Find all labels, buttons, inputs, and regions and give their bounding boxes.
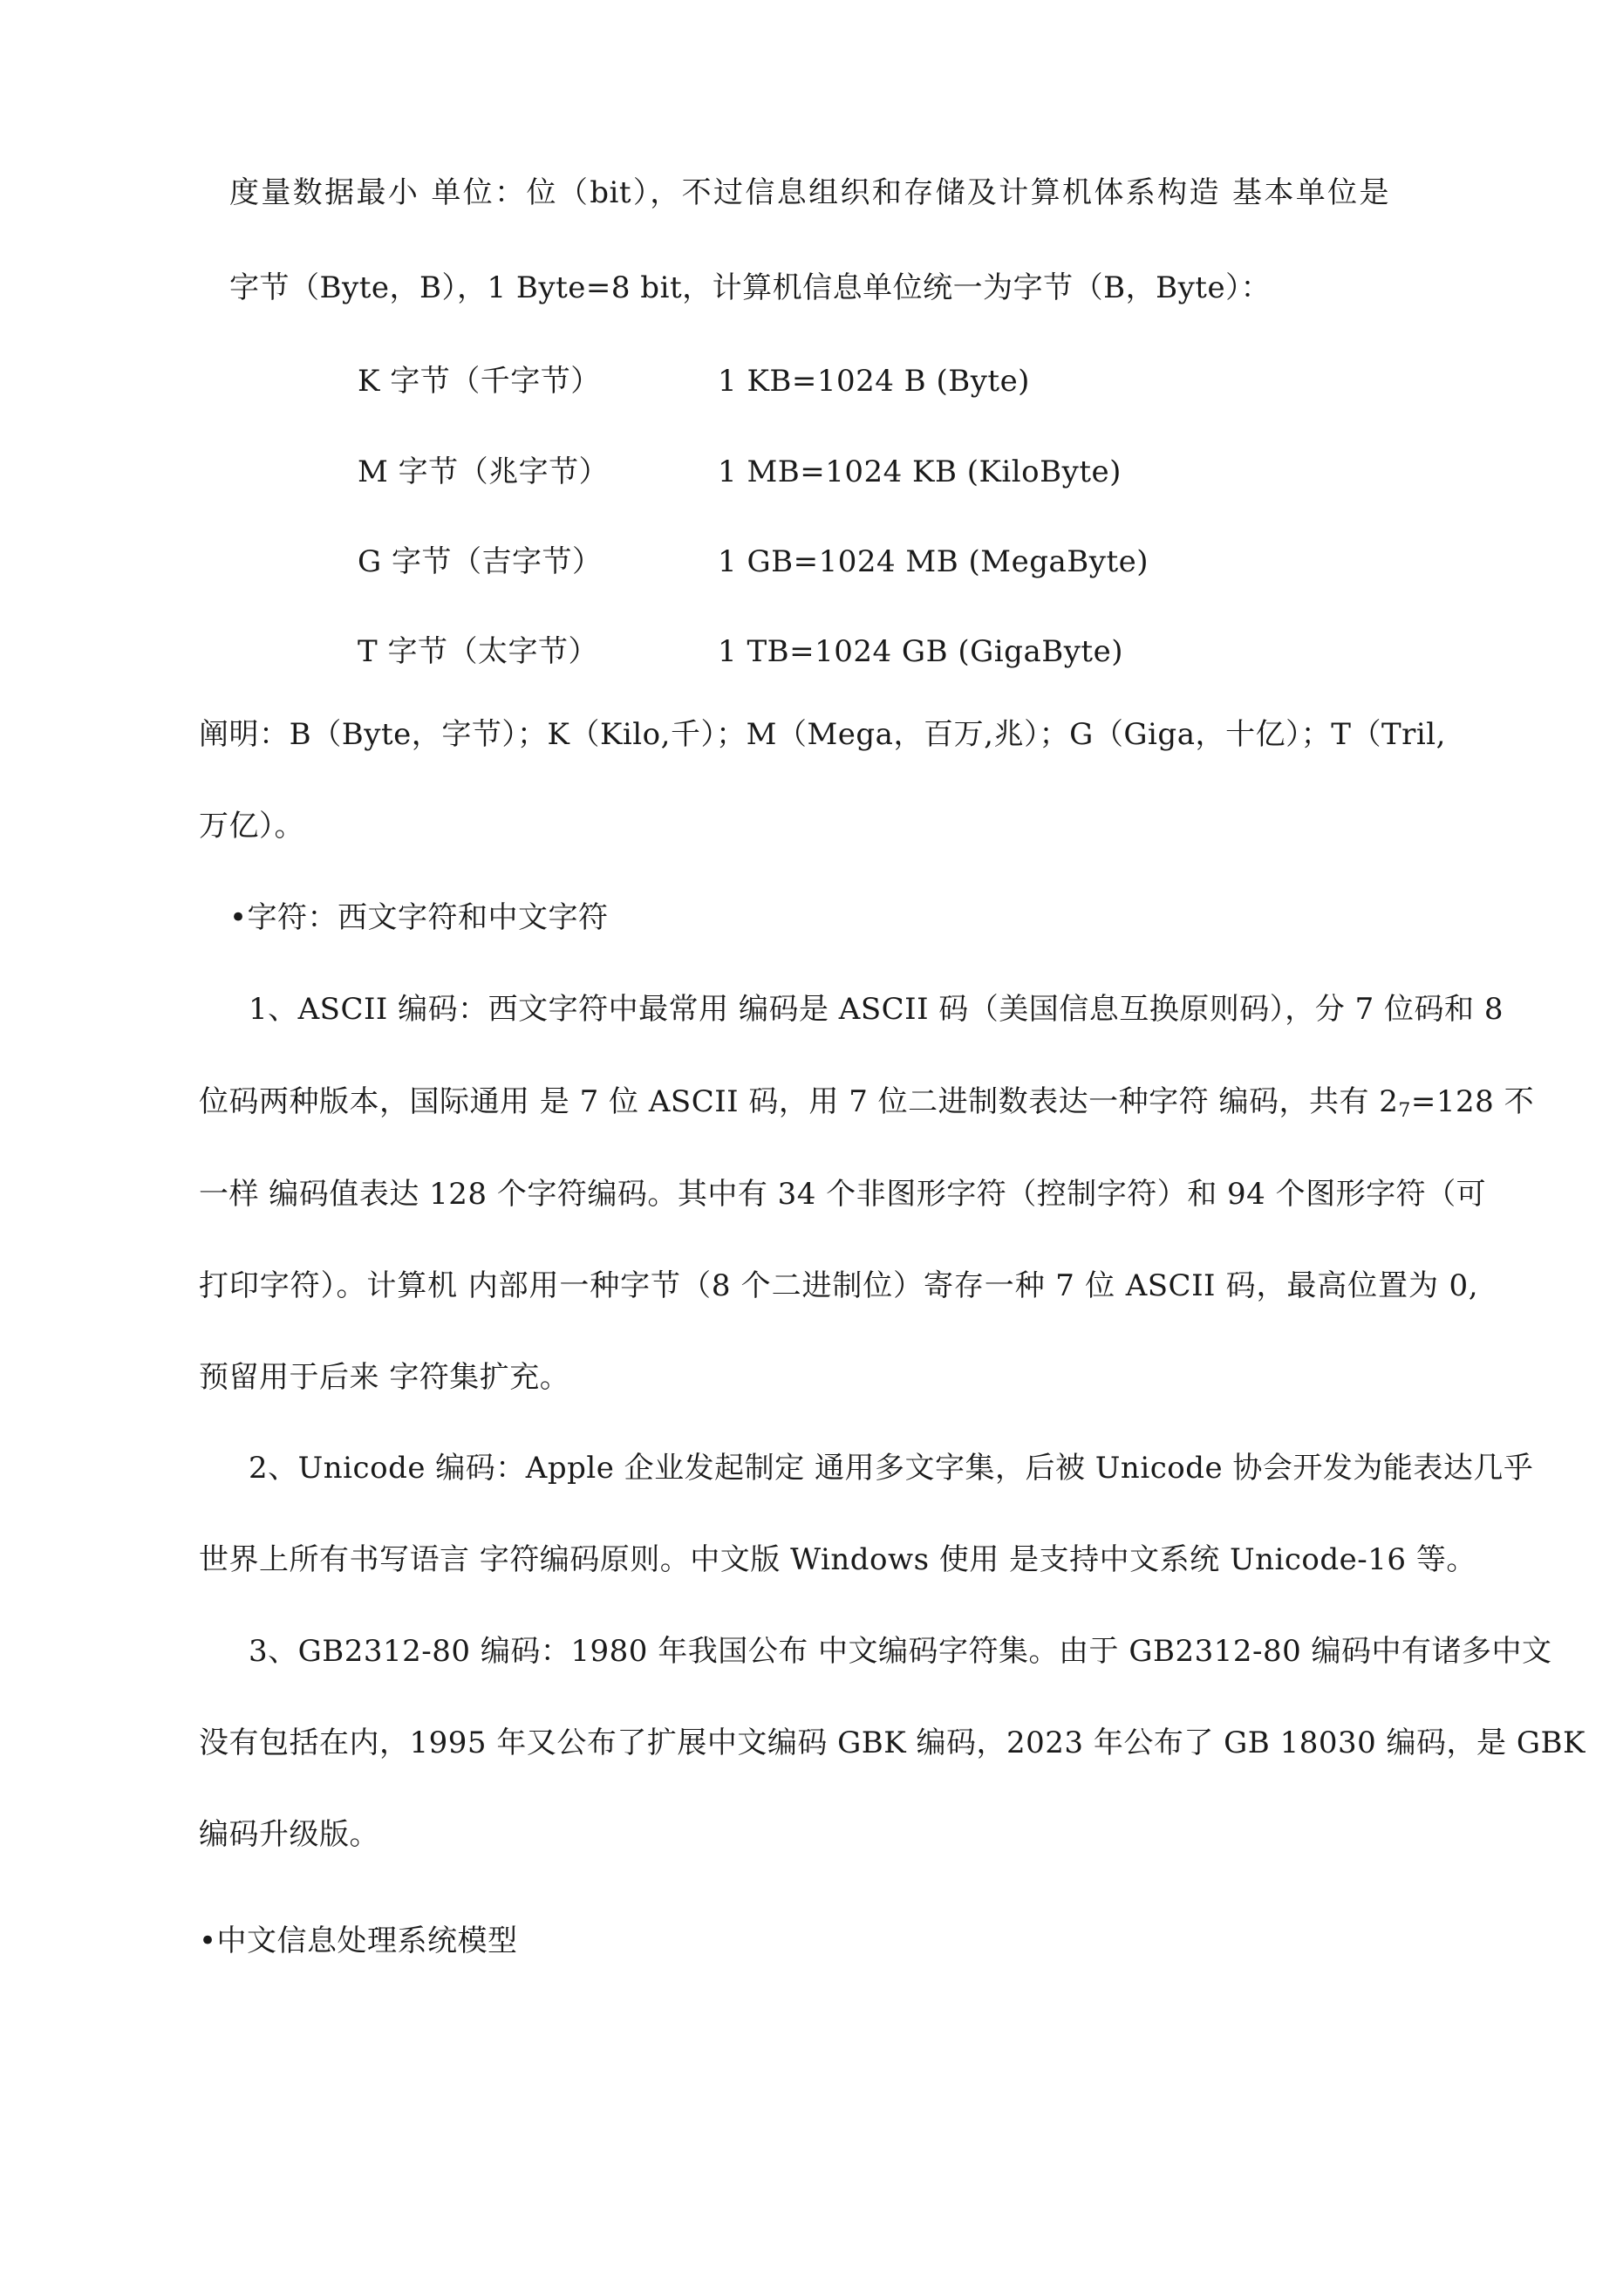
ascii-line-2-pre: 位码两种版本，国际通用 是 7 位 ASCII 码，用 7 位二进制数表达一种字符 编码，共有 2 [199,1084,1399,1119]
ascii-line-4: 打印字符）。计算机 内部用一种字节（8 个二进制位）寄存一种 7 位 ASCII 码，最高位置为 0, [199,1268,1478,1303]
unit-value-t: 1 TB=1024 GB (GigaByte) [718,634,1123,669]
gb-line-1: 3、GB2312-80 编码：1980 年我国公布 中文编码字符集。由于 GB2312-80 编码中有诸多中文 [249,1634,1552,1669]
ascii-line-3: 一样 编码值表达 128 个字符编码。其中有 34 个非图形字符（控制字符）和 94 个图形字符（可 [199,1177,1487,1212]
unicode-line-2: 世界上所有书写语言 字符编码原则。中文版 Windows 使用 是支持中文系统 Unicode-16 等。 [199,1542,1476,1577]
section-heading-chinese-model: •中文信息处理系统模型 [199,1924,518,1958]
unit-value-g: 1 GB=1024 MB (MegaByte) [718,544,1149,579]
ascii-line-5: 预留用于后来 字符集扩充。 [199,1360,570,1395]
gb-line-2: 没有包括在内，1995 年又公布了扩展中文编码 GBK 编码，2023 年公布了 GB 18030 编码，是 GBK [199,1725,1585,1760]
unit-value-k: 1 KB=1024 B (Byte) [718,364,1030,399]
explain-line-1: 阐明：B（Byte，字节）；K（Kilo,千）；M（Mega，百万,兆）；G（Giga，十亿）；T（Tril, [199,717,1446,752]
ascii-line-2-sub: 7 [1398,1100,1411,1122]
section-heading-characters: •字符：西文字符和中文字符 [229,900,609,935]
ascii-line-2 [199,1084,1535,1122]
ascii-line-2-post: =128 不 [1410,1084,1535,1119]
unicode-line-1: 2、Unicode 编码：Apple 企业发起制定 通用多文字集，后被 Unicode 协会开发为能表达几乎 [249,1451,1534,1486]
ascii-line-1: 1、ASCII 编码：西文字符中最常用 编码是 ASCII 码（美国信息互换原则码），分 7 位码和 8 [249,992,1504,1027]
unit-value-m: 1 MB=1024 KB (KiloByte) [718,454,1122,489]
unit-label-m: M 字节（兆字节） [358,454,610,489]
intro-line-2: 字节（Byte，B），1 Byte=8 bit，计算机信息单位统一为字节（B，Byte）： [229,270,1272,305]
unit-label-t: T 字节（太字节） [358,634,598,669]
unit-label-k: K 字节（千字节） [358,364,601,399]
ascii-line-2-text [199,1084,1535,1122]
intro-line-1: 度量数据最小 单位：位（bit），不过信息组织和存储及计算机体系构造 基本单位是 [229,175,1389,210]
gb-line-3: 编码升级版。 [199,1817,379,1852]
unit-label-g: G 字节（吉字节） [358,544,603,579]
explain-line-2: 万亿）。 [199,809,304,844]
